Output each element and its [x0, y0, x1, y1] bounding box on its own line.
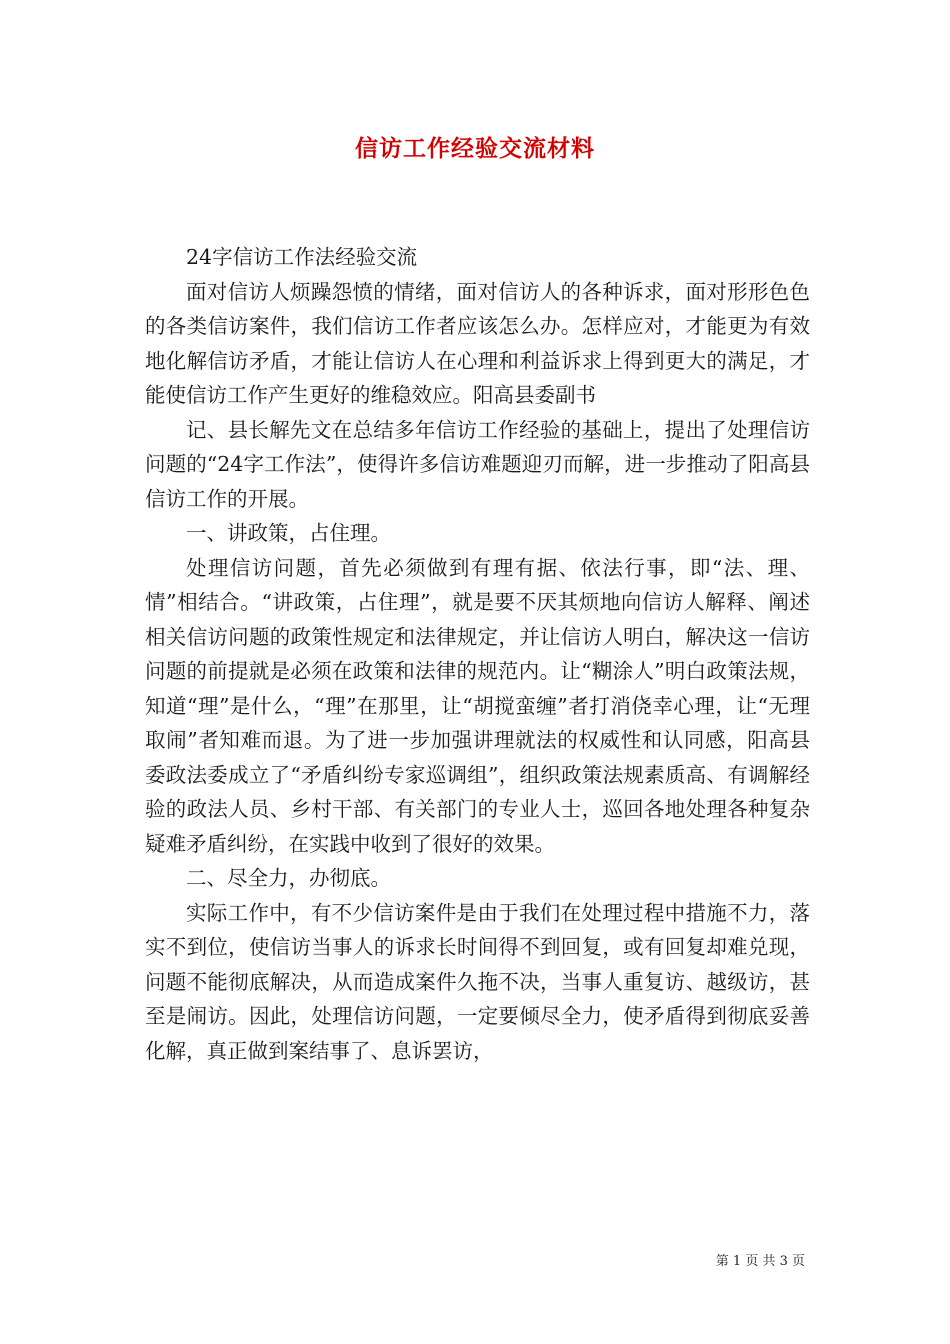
body-paragraph: 实际工作中，有不少信访案件是由于我们在处理过程中措施不力，落实不到位，使信访当事人的诉求长时间得不到回复，或有回复却难兑现，问题不能彻底解决，从而造成案件久拖不决，当事人重复访、越级访，甚至是闹访。因此，处理信访问题，一定要倾尽全力，使矛盾得到彻底妥善化解，真正做到案结事了、息诉罢访，: [145, 900, 810, 1063]
body-paragraph: 记、县长解先文在总结多年信访工作经验的基础上，提出了处理信访问题的“24字工作法”，使得许多信访难题迎刃而解，进一步推动了阳高县信访工作的开展。: [145, 417, 810, 511]
section-heading: 一、讲政策，占住理。: [186, 521, 391, 545]
section-heading: 二、尽全力，办彻底。: [186, 866, 391, 890]
body-paragraph: 24字信访工作法经验交流: [186, 245, 418, 269]
body-paragraph: 处理信访问题，首先必须做到有理有据、依法行事，即“法、理、情”相结合。“讲政策，占住理”，就是要不厌其烦地向信访人解释、阐述相关信访问题的政策性规定和法律规定，并让信访人明白，解决这一信访问题的前提就是必须在政策和法律的规范内。让“糊涂人”明白政策法规，知道“理”是什么，“理”在那里，让“胡搅蛮缠”者打消侥幸心理，让“无理取闹”者知难而退。为了进一步加强讲理就法的权威性和认同感，阳高县委政法委成立了“矛盾纠纷专家巡调组”，组织政策法规素质高、有调解经验的政法人员、乡村干部、有关部门的专业人士，巡回各地处理各种复杂疑难矛盾纠纷，在实践中收到了很好的效果。: [145, 555, 810, 856]
document-body: [145, 240, 810, 1068]
page-number-footer: 第 1 页 共 3 页: [715, 1254, 805, 1269]
body-paragraph: 面对信访人烦躁怨愤的情绪，面对信访人的各种诉求，面对形形色色的各类信访案件，我们信访工作者应该怎么办。怎样应对，才能更为有效地化解信访矛盾，才能让信访人在心理和利益诉求上得到更大的满足，才能使信访工作产生更好的维稳效应。阳高县委副书: [145, 279, 810, 407]
document-title: 信访工作经验交流材料: [355, 135, 595, 162]
